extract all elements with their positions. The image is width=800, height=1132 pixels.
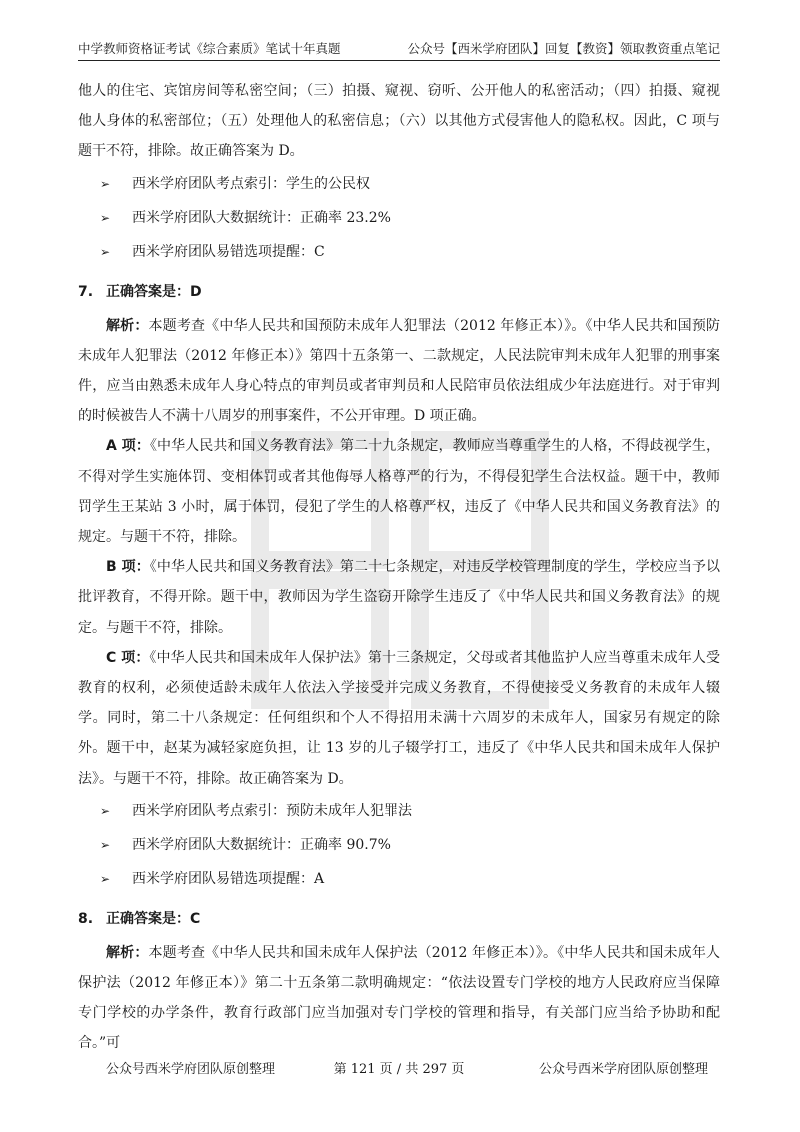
q8-analysis: 解析：本题考查《中华人民共和国未成年人保护法（2012 年修正本）》。《中华人民共和国未成年人保护法（2012 年修正本）》第二十五条第二款明确规定：“依法设置专门学校的地方人民政府应当保障专门学校的办学条件，教育行政部门应当加强对专门学校的管理和指导，有关部门应当给予协助和配合。”可: [78, 944, 721, 1052]
footer-left: 公众号西米学府团队原创整理: [106, 1062, 276, 1077]
q7-analysis: 解析：本题考查《中华人民共和国预防未成年人犯罪法（2012 年修正本）》。《中华人民共和国预防未成年人犯罪法（2012 年修正本）》第四十五条第一、二款规定，人民法院审判未成年人犯罪的刑事案件，应当由熟悉未成年人身心特点的审判员或者审判员和人民陪审员依法组成少年法庭进行。对于审判的时候被告人不满十八周岁的刑事案件，不公开审理。D 项正确。: [78, 317, 721, 425]
q7-bullet-error: ➢ 西米学府团队易错选项提醒：A: [78, 862, 720, 896]
page-number: 第 121 页 / 共 297 页: [333, 1062, 465, 1077]
document-body: [78, 76, 720, 1059]
q7-option-c: C 项：《中华人民共和国未成年人保护法》第十三条规定，父母或者其他监护人应当尊重未成年人受教育的权利，必须使适龄未成年人依法入学接受并完成义务教育，不得使接受义务教育的未成年人辍学。同时，第二十八条规定：任何组织和个人不得招用未满十六周岁的未成年人，国家另有规定的除外。题干中，赵某为减轻家庭负担，让 13 岁的儿子辍学打工，违反了《中华人民共和国未成年人保护法》。与题干不符，排除。故正确答案为 D。: [78, 649, 720, 787]
q6-bullet-knowledge: ➢ 西米学府团队考点索引：学生的公民权: [78, 167, 720, 201]
footer-right: 公众号西米学府团队原创整理: [538, 1062, 708, 1077]
arrow-bullet-icon: ➢: [100, 176, 111, 191]
arrow-bullet-icon: ➢: [100, 837, 111, 852]
q7-bullet-knowledge: ➢ 西米学府团队考点索引：预防未成年人犯罪法: [78, 794, 720, 828]
q8-number: 8.: [78, 910, 94, 927]
q7-answer-heading: [78, 277, 720, 307]
q7-option-a: A 项：《中华人民共和国义务教育法》第二十九条规定，教师应当尊重学生的人格，不得歧视学生，不得对学生实施体罚、变相体罚或者其他侮辱人格尊严的行为，不得侵犯学生合法权益。题干中，教师罚学生王某站 3 小时，属于体罚，侵犯了学生的人格尊严权，违反了《中华人民共和国义务教育法》的规定。与题干不符，排除。: [78, 438, 721, 546]
arrow-bullet-icon: ➢: [100, 244, 111, 259]
header-promo: 公众号【西米学府团队】回复【教资】领取教资重点笔记: [407, 41, 720, 56]
arrow-bullet-icon: ➢: [100, 803, 111, 818]
header-title: 中学教师资格证考试《综合素质》笔试十年真题: [78, 41, 341, 56]
page-footer: [78, 1060, 720, 1080]
q7-answer: 正确答案是：D: [106, 283, 202, 300]
q8-answer-heading: [78, 904, 720, 934]
arrow-bullet-icon: ➢: [100, 210, 111, 225]
q7-option-b: B 项：《中华人民共和国义务教育法》第二十七条规定，对违反学校管理制度的学生，学校应当予以批评教育，不得开除。题干中，教师因为学生盗窃开除学生违反了《中华人民共和国义务教育法》的规定。与题干不符，排除。: [78, 559, 721, 636]
page-header: [78, 38, 720, 61]
arrow-bullet-icon: ➢: [100, 871, 111, 886]
q7-bullet-stats: ➢ 西米学府团队大数据统计：正确率 90.7%: [78, 828, 720, 862]
q6-bullet-error: ➢ 西米学府团队易错选项提醒：C: [78, 235, 720, 269]
q7-number: 7.: [78, 283, 94, 300]
q6-bullet-stats: ➢ 西米学府团队大数据统计：正确率 23.2%: [78, 201, 720, 235]
paragraph-continuation: 他人的住宅、宾馆房间等私密空间；（三）拍摄、窥视、窃听、公开他人的私密活动；（四）拍摄、窥视他人身体的私密部位；（五）处理他人的私密信息；（六）以其他方式侵害他人的隐私权。因此，C 项与题干不符，排除。故正确答案为 D。: [78, 83, 720, 160]
q8-answer: 正确答案是：C: [106, 910, 201, 927]
